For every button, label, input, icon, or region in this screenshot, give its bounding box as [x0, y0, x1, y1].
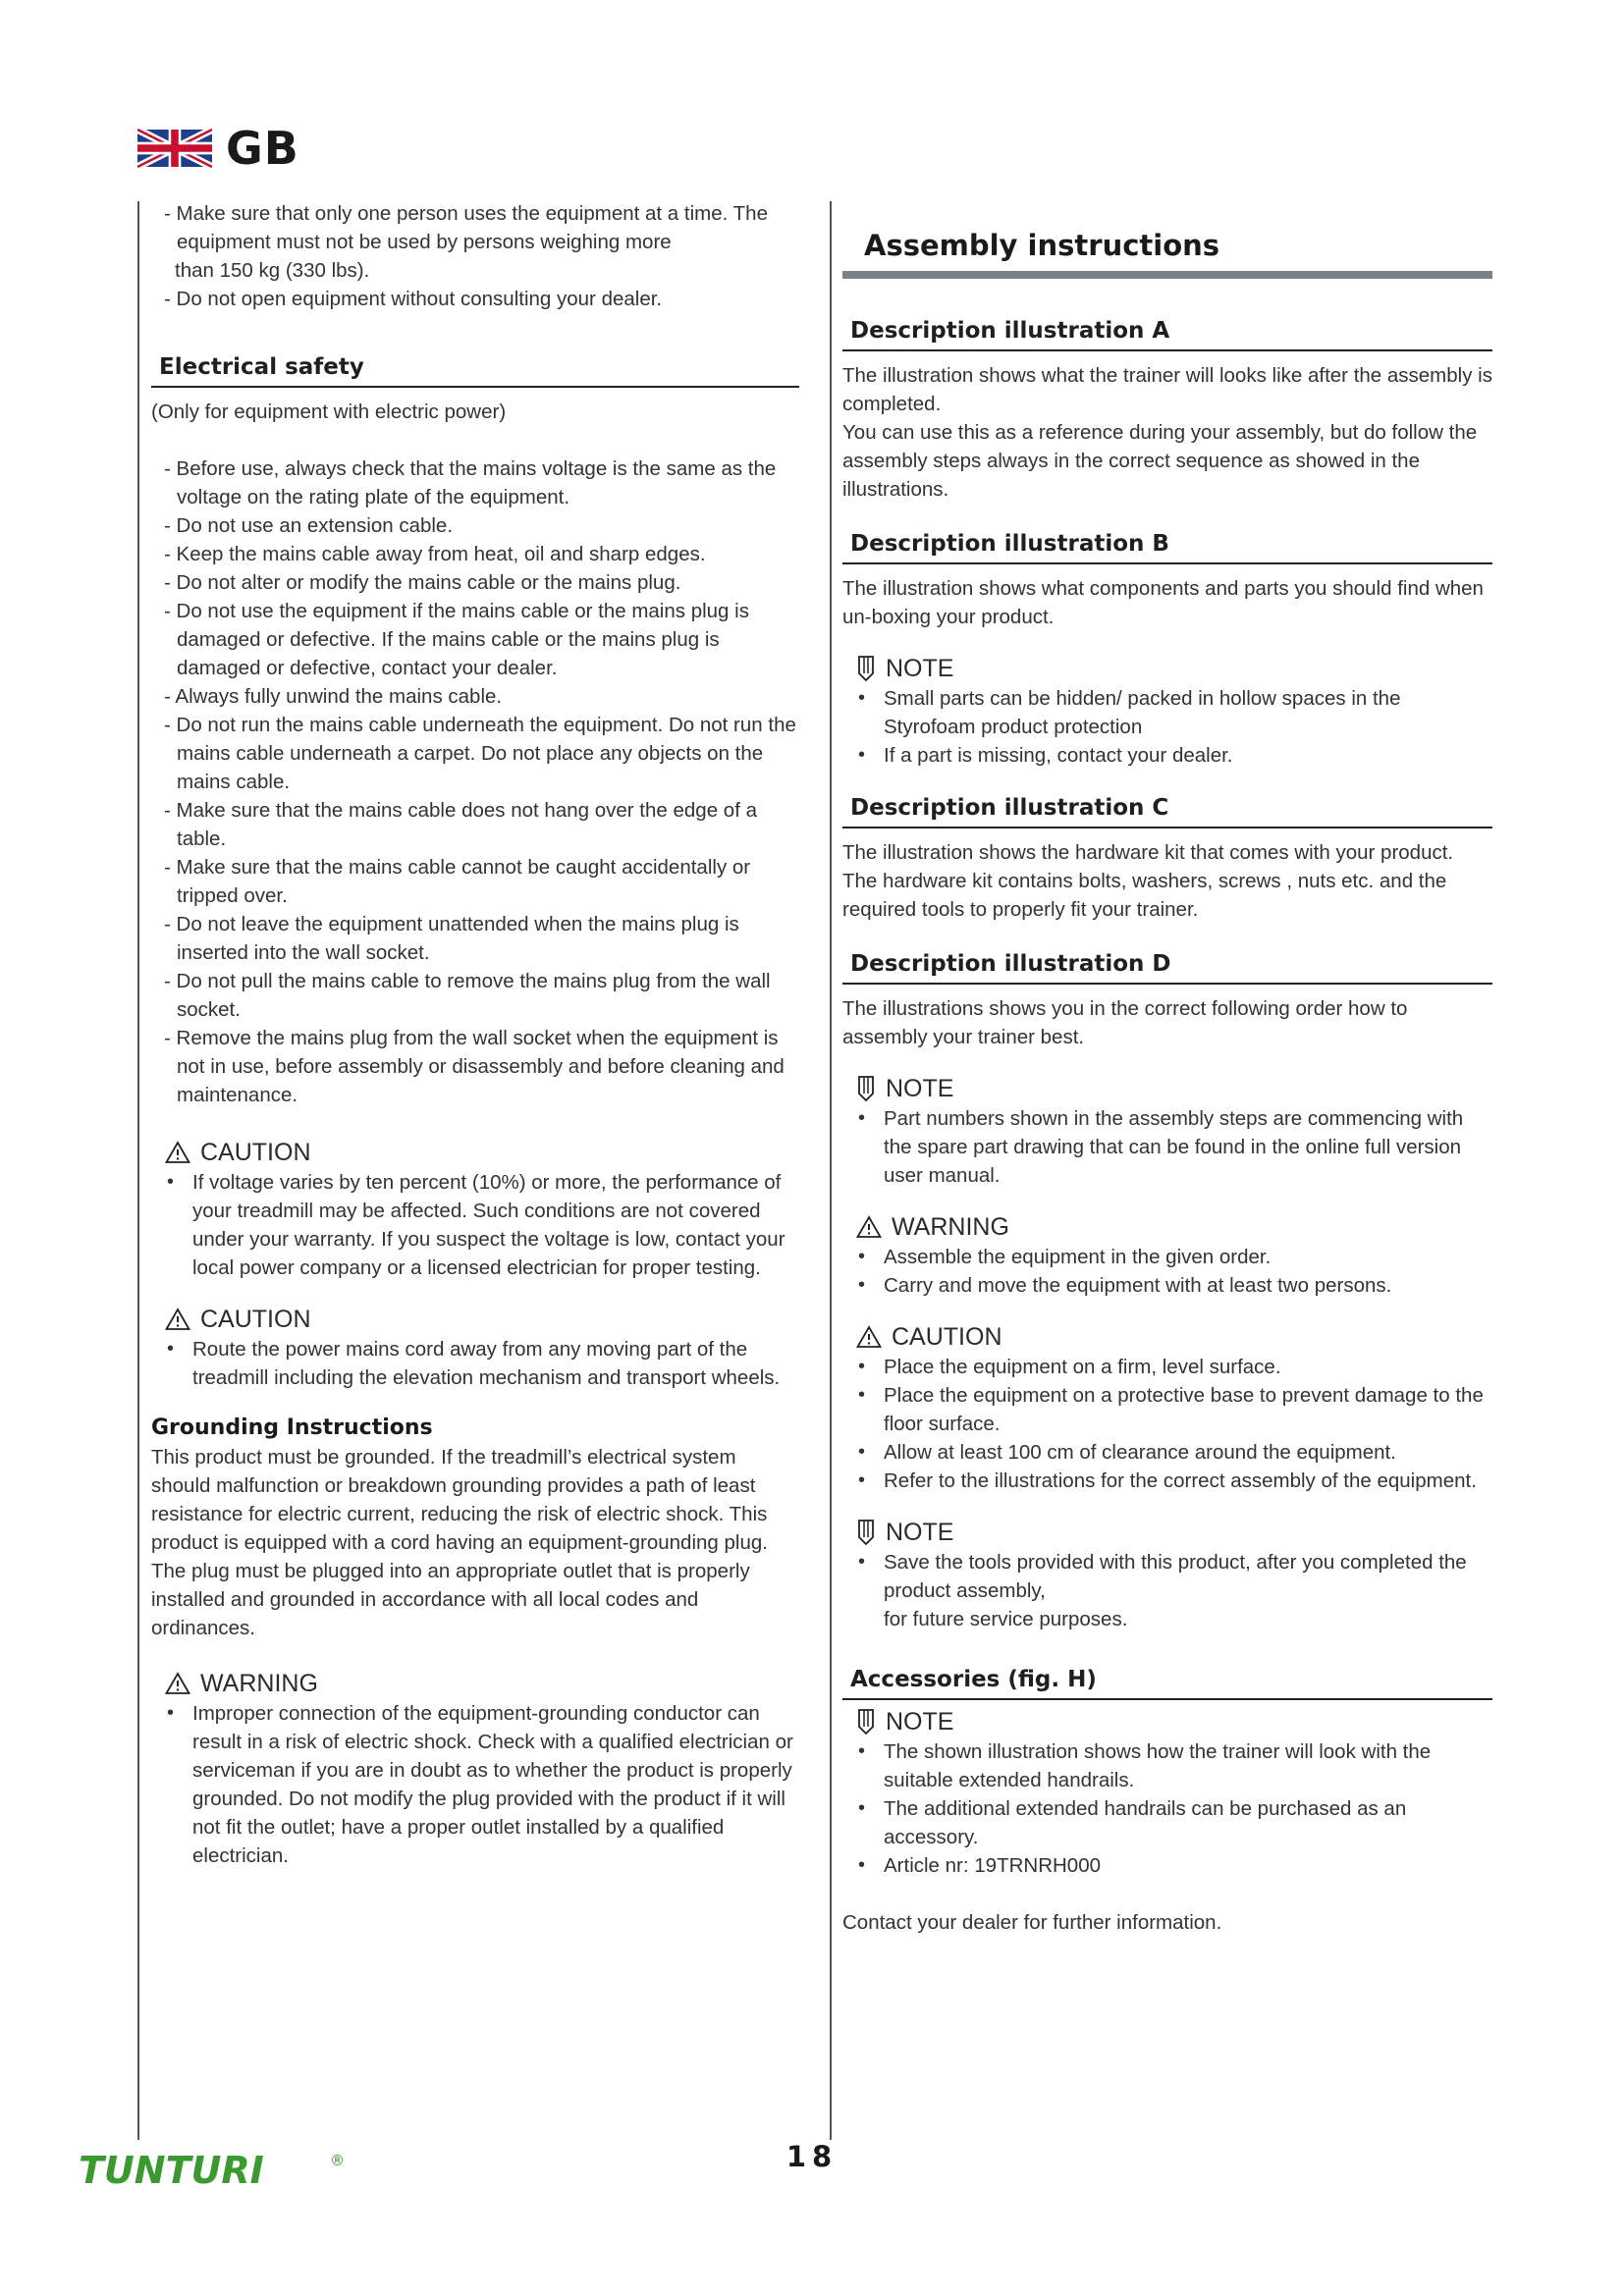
list-item: - Make sure that only one person uses the equipment at a time. The equipment must not be used by persons weighing more	[164, 202, 768, 253]
svg-text:TUNTURI: TUNTURI	[79, 2149, 264, 2191]
uk-flag-icon	[137, 129, 212, 168]
list-item: - Make sure that the mains cable cannot be caught accidentally or tripped over.	[164, 856, 751, 907]
electrical-list	[151, 454, 799, 1109]
bullet-item: • Route the power mains cord away from any moving part of the treadmill including the elevation mechanism and transport wheels.	[167, 1338, 781, 1389]
note-pen-icon	[856, 1520, 876, 1545]
list-item: - Do not alter or modify the mains cable or the mains plug.	[164, 571, 681, 594]
description-a-text-2: You can use this as a reference during your assembly, but do follow the assembly steps always in the correct sequence as showed in the illustrations.	[842, 421, 1478, 501]
bullet-item: • Carry and move the equipment with at least two persons.	[858, 1274, 1392, 1297]
warning-box-heading	[151, 1668, 799, 1699]
description-a-text: The illustration shows what the trainer will looks like after the assembly is completed.	[842, 364, 1492, 415]
list-item: - Before use, always check that the mains voltage is the same as the voltage on the rating plate of the equipment.	[164, 457, 777, 508]
warning-box-heading	[842, 1211, 1492, 1243]
warning-label: WARNING	[200, 1670, 318, 1697]
caution-label: CAUTION	[892, 1323, 1002, 1351]
bullet-continuation: for future service purposes.	[884, 1608, 1128, 1630]
contact-text: Contact your dealer for further information.	[842, 1911, 1222, 1934]
warning-triangle-icon	[856, 1325, 882, 1349]
list-item: - Do not use an extension cable.	[164, 514, 454, 537]
bullet-item: • Place the equipment on a firm, level surface.	[858, 1356, 1281, 1378]
bullet-item: • Allow at least 100 cm of clearance around the equipment.	[858, 1441, 1396, 1464]
svg-text:®: ®	[330, 2152, 345, 2169]
warning-label: WARNING	[892, 1213, 1009, 1241]
bullet-item: • If voltage varies by ten percent (10%) or more, the performance of your treadmill may be affected. Such conditions are not covered under your warranty. If you suspect the voltage is low, contact your local power company or a licensed electrician for proper testing.	[167, 1171, 785, 1279]
caution-label: CAUTION	[200, 1139, 311, 1166]
note-box-heading	[842, 1517, 1492, 1548]
description-d-heading: Description illustration D	[842, 949, 1492, 985]
left-column-rule	[137, 201, 139, 2140]
caution-box-heading	[151, 1137, 799, 1168]
description-d-text: The illustrations shows you in the correct following order how to assembly your trainer best.	[842, 997, 1408, 1048]
grounding-text: This product must be grounded. If the treadmill’s electrical system should malfunction or breakdown grounding provides a path of least resistance for electric current, reducing the risk of electric shock. This product is equipped with a cord having an equipment-grounding plug. The plug must be plugged into an appropriate outlet that is properly installed and grounded in accordance with all local codes and ordinances.	[151, 1446, 768, 1639]
note-label: NOTE	[886, 1075, 954, 1102]
note-label: NOTE	[886, 1708, 954, 1735]
bullet-item: • The shown illustration shows how the trainer will look with the suitable extended handrails.	[858, 1740, 1432, 1791]
electrical-safety-heading: Electrical safety	[151, 352, 799, 388]
page-number: 18	[785, 2140, 839, 2173]
list-item: - Do not leave the equipment unattended when the mains plug is inserted into the wall socket.	[164, 913, 739, 964]
list-item: - Do not open equipment without consulting your dealer.	[164, 288, 663, 310]
right-column	[842, 228, 1492, 1937]
list-item: - Do not run the mains cable underneath the equipment. Do not run the mains cable underneath a carpet. Do not place any objects on the mains cable.	[164, 714, 796, 793]
list-item: - Make sure that the mains cable does not hang over the edge of a table.	[164, 799, 757, 850]
electrical-note: (Only for equipment with electric power)	[151, 400, 507, 423]
language-code: GB	[226, 122, 299, 175]
bullet-item: • Assemble the equipment in the given order.	[858, 1246, 1272, 1268]
accessories-heading: Accessories (fig. H)	[842, 1665, 1492, 1700]
bullet-item: • Improper connection of the equipment-grounding conductor can result in a risk of electric shock. Check with a qualified electrician or serviceman if you are in doubt as to whether the product is properly grounded. Do not modify the plug provided with the product if it will not fit the outlet; have a proper outlet installed by a qualified electrician.	[167, 1702, 793, 1867]
warning-triangle-icon	[165, 1672, 190, 1695]
bullet-item: • Save the tools provided with this product, after you completed the product assembly,	[858, 1551, 1467, 1602]
description-a-heading: Description illustration A	[842, 316, 1492, 351]
warning-triangle-icon	[856, 1215, 882, 1239]
center-column-rule	[830, 201, 832, 2140]
bullet-item: • Article nr: 19TRNRH000	[858, 1854, 1102, 1877]
bullet-item: • If a part is missing, contact your dealer.	[858, 744, 1233, 767]
list-item: - Do not pull the mains cable to remove the mains plug from the wall socket.	[164, 970, 771, 1021]
language-indicator	[137, 122, 299, 175]
note-pen-icon	[856, 1076, 876, 1101]
note-box-heading	[842, 1706, 1492, 1737]
bullet-item: • Place the equipment on a protective base to prevent damage to the floor surface.	[858, 1384, 1484, 1435]
assembly-instructions-heading: Assembly instructions	[842, 228, 1492, 279]
bullet-item: • Part numbers shown in the assembly steps are commencing with the spare part drawing that can be found in the online full version user manual.	[858, 1107, 1464, 1187]
description-c-text: The illustration shows the hardware kit that comes with your product. The hardware kit contains bolts, washers, screws , nuts etc. and the required tools to properly fit your trainer.	[842, 841, 1454, 921]
list-item: - Remove the mains plug from the wall socket when the equipment is not in use, before assembly or disassembly and before cleaning and maintenance.	[164, 1027, 785, 1106]
caution-box-heading	[842, 1321, 1492, 1353]
note-label: NOTE	[886, 1519, 954, 1546]
note-box-heading	[842, 1073, 1492, 1104]
left-column	[151, 199, 799, 1870]
note-box-heading	[842, 653, 1492, 684]
bullet-item: • Refer to the illustrations for the correct assembly of the equipment.	[858, 1469, 1477, 1492]
note-label: NOTE	[886, 655, 954, 682]
intro-list	[151, 199, 799, 313]
caution-box-heading	[151, 1304, 799, 1335]
note-pen-icon	[856, 656, 876, 681]
note-pen-icon	[856, 1709, 876, 1735]
bullet-item: • Small parts can be hidden/ packed in hollow spaces in the Styrofoam product protection	[858, 687, 1401, 738]
bullet-item: • The additional extended handrails can be purchased as an accessory.	[858, 1797, 1407, 1848]
description-c-heading: Description illustration C	[842, 793, 1492, 828]
description-b-heading: Description illustration B	[842, 529, 1492, 564]
list-item: than 150 kg (330 lbs).	[175, 259, 370, 282]
list-item: - Always fully unwind the mains cable.	[164, 685, 503, 708]
list-item: - Do not use the equipment if the mains cable or the mains plug is damaged or defective. If the mains cable or the mains plug is damaged or defective, contact your dealer.	[164, 600, 749, 679]
grounding-heading: Grounding Instructions	[151, 1415, 433, 1440]
caution-label: CAUTION	[200, 1306, 311, 1333]
list-item: - Keep the mains cable away from heat, oil and sharp edges.	[164, 543, 706, 565]
description-b-text: The illustration shows what components and parts you should find when un-boxing your product.	[842, 577, 1484, 628]
warning-triangle-icon	[165, 1141, 190, 1164]
warning-triangle-icon	[165, 1308, 190, 1331]
